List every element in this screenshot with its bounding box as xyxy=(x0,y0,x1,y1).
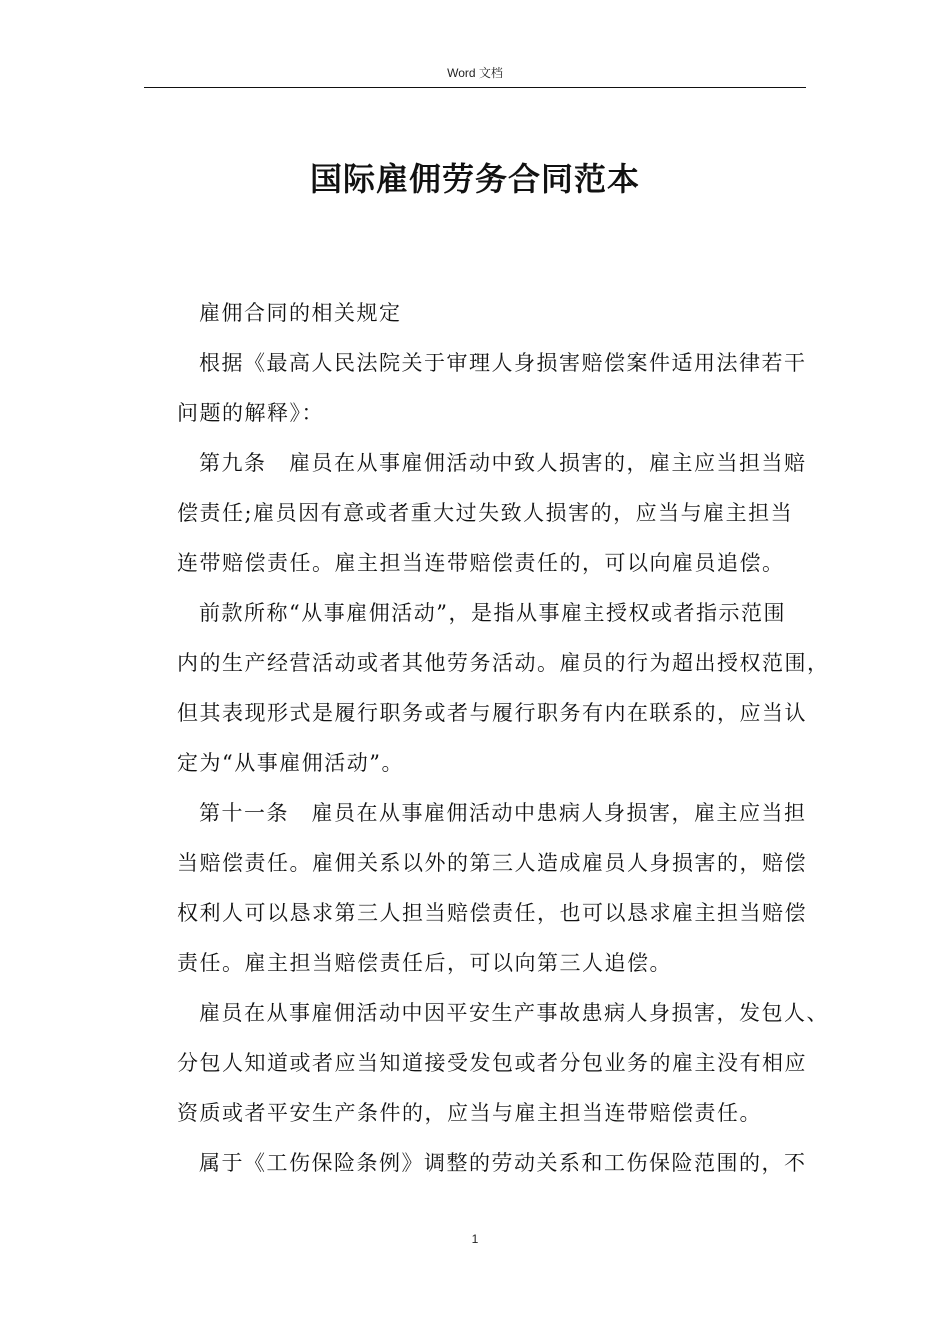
text-line: 连带赔偿责任。雇主担当连带赔偿责任的，可以向雇员追偿。 xyxy=(177,551,785,575)
page-number: 1 xyxy=(471,1232,479,1246)
paragraph-2 xyxy=(177,338,817,438)
text-line: 第十一条 雇员在从事雇佣活动中患病人身损害，雇主应当担 xyxy=(199,801,807,825)
text-line: 第九条 雇员在从事雇佣活动中致人损害的，雇主应当担当赔 xyxy=(199,451,807,475)
header-divider xyxy=(144,87,806,88)
document-body xyxy=(177,288,830,1188)
text-line: 根据《最高人民法院关于审理人身损害赔偿案件适用法律若干 xyxy=(199,351,807,375)
paragraph-7 xyxy=(177,1138,817,1188)
paragraph-1 xyxy=(177,288,817,338)
page-header: Word 文档 xyxy=(447,66,503,80)
text-line: 内的生产经营活动或者其他劳务活动。雇员的行为超出授权范围， xyxy=(177,651,830,675)
text-line: 问题的解释》： xyxy=(177,401,324,425)
document-title: 国际雇佣劳务合同范本 xyxy=(309,160,640,198)
text-line: 前款所称“从事雇佣活动”，是指从事雇主授权或者指示范围 xyxy=(199,601,786,625)
paragraph-4 xyxy=(177,588,830,788)
paragraph-6 xyxy=(177,988,829,1138)
text-line: 定为“从事雇佣活动”。 xyxy=(177,751,404,775)
text-line: 偿责任;雇员因有意或者重大过失致人损害的，应当与雇主担当 xyxy=(177,501,794,525)
text-line: 但其表现形式是履行职务或者与履行职务有内在联系的，应当认 xyxy=(177,701,807,725)
text-line: 资质或者平安生产条件的，应当与雇主担当连带赔偿责任。 xyxy=(177,1101,762,1125)
text-line: 雇佣合同的相关规定 xyxy=(199,301,402,325)
paragraph-5 xyxy=(177,788,817,988)
text-line: 属于《工伤保险条例》调整的劳动关系和工伤保险范围的，不 xyxy=(199,1151,807,1175)
text-line: 分包人知道或者应当知道接受发包或者分包业务的雇主没有相应 xyxy=(177,1051,807,1075)
text-line: 权利人可以恳求第三人担当赔偿责任，也可以恳求雇主担当赔偿 xyxy=(177,901,807,925)
paragraph-3 xyxy=(177,438,817,588)
text-line: 雇员在从事雇佣活动中因平安生产事故患病人身损害，发包人、 xyxy=(199,1001,829,1025)
text-line: 责任。雇主担当赔偿责任后，可以向第三人追偿。 xyxy=(177,951,672,975)
text-line: 当赔偿责任。雇佣关系以外的第三人造成雇员人身损害的，赔偿 xyxy=(177,851,807,875)
